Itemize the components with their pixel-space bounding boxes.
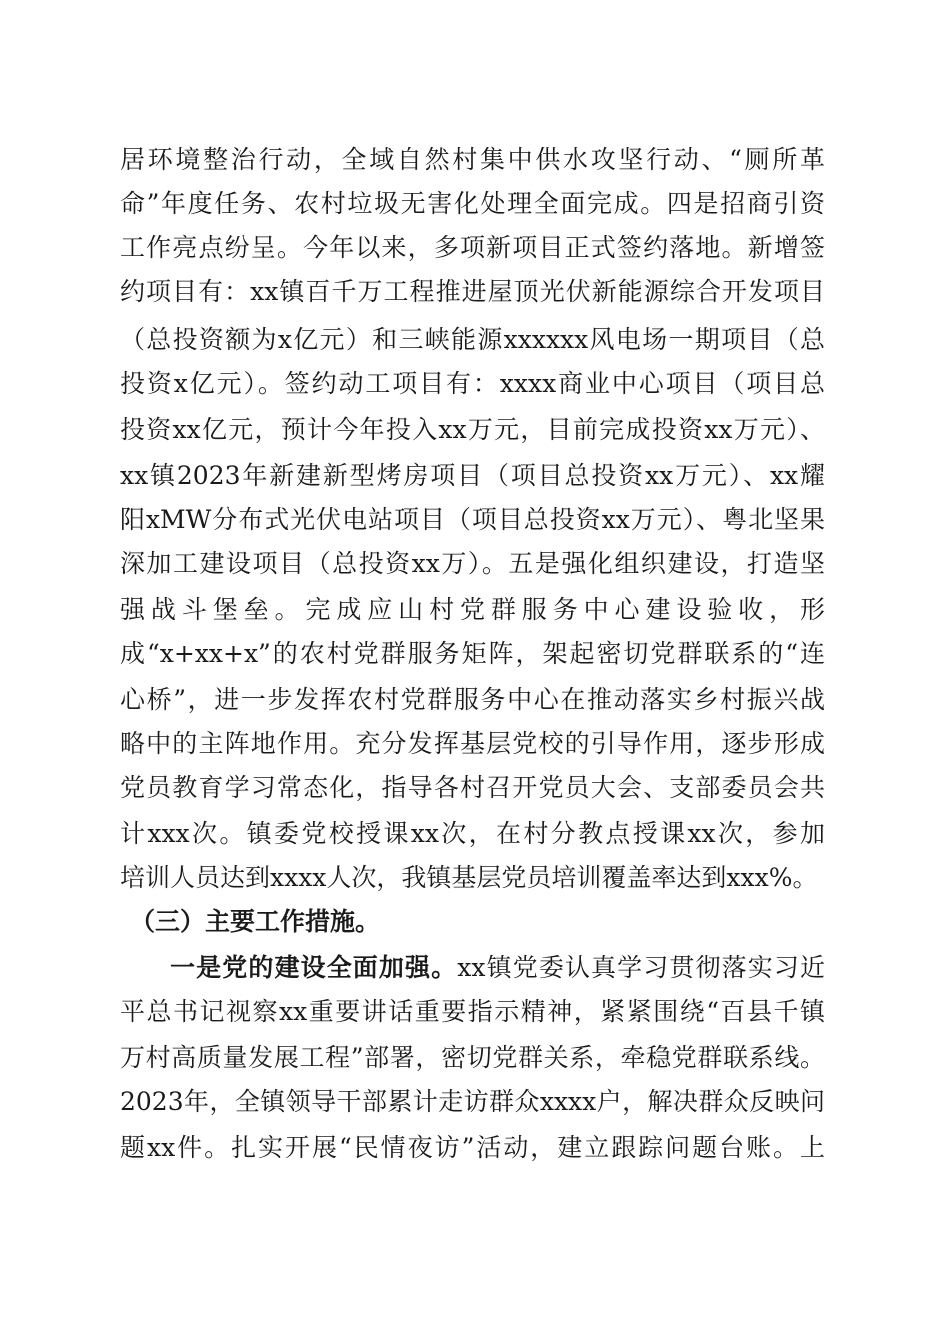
paragraph-line: 约项目有：xx镇百千万工程推进屋顶光伏新能源综合开发项目	[120, 277, 825, 306]
paragraph-line: xx镇2023年新建新型烤房项目（项目总投资xx万元）、xx耀	[120, 461, 825, 490]
paragraph-bold-lead: 一是党的建设全面加强。	[170, 953, 458, 982]
section-heading: （三）主要工作措施。	[130, 907, 381, 936]
paragraph-line: 居环境整治行动，全域自然村集中供水攻坚行动、“厕所革	[120, 145, 825, 174]
paragraph-line: 强战斗堡垒。完成应山村党群服务中心建设验收，形	[120, 595, 825, 624]
paragraph-line: （总投资额为x亿元）和三峡能源xxxxxx风电场一期项目（总	[120, 325, 825, 354]
paragraph-line: 培训人员达到xxxx人次，我镇基层党员培训覆盖率达到xxx%。	[120, 863, 818, 892]
paragraph-line: 计xxx次。镇委党校授课xx次，在村分教点授课xx次，参加	[120, 819, 825, 848]
paragraph-line: 阳xMW分布式光伏电站项目（项目总投资xx万元）、粤北坚果	[120, 505, 825, 534]
paragraph-line: 命”年度任务、农村垃圾无害化处理全面完成。四是招商引资	[120, 189, 825, 218]
paragraph-line: 成“x+xx+x”的农村党群服务矩阵，架起密切党群联系的“连	[120, 639, 825, 668]
paragraph-line: 略中的主阵地作用。充分发挥基层党校的引导作用，逐步形成	[120, 729, 825, 758]
paragraph-line: 题xx件。扎实开展“民情夜访”活动，建立跟踪问题台账。上	[120, 1133, 825, 1162]
paragraph-line: 万村高质量发展工程”部署，密切党群关系，牵稳党群联系线。	[120, 1043, 825, 1072]
paragraph-line: 平总书记视察xx重要讲话重要指示精神，紧紧围绕“百县千镇	[120, 997, 825, 1026]
paragraph-line: 投资xx亿元，预计今年投入xx万元，目前完成投资xx万元）、	[120, 415, 825, 444]
paragraph-line: 心桥”，进一步发挥农村党群服务中心在推动落实乡村振兴战	[120, 685, 825, 714]
paragraph-line: 2023年，全镇领导干部累计走访群众xxxx户，解决群众反映问	[120, 1087, 825, 1116]
paragraph-line: 深加工建设项目（总投资xx万）。五是强化组织建设，打造坚	[120, 549, 825, 578]
paragraph-first-line	[170, 946, 825, 990]
paragraph-line: 党员教育学习常态化，指导各村召开党员大会、支部委员会共	[120, 773, 825, 802]
paragraph-line: 投资x亿元）。签约动工项目有：xxxx商业中心项目（项目总	[120, 369, 825, 398]
paragraph-line: 工作亮点纷呈。今年以来，多项新项目正式签约落地。新增签	[120, 233, 825, 262]
paragraph-first-rest: xx镇党委认真学习贯彻落实习近	[457, 953, 825, 982]
